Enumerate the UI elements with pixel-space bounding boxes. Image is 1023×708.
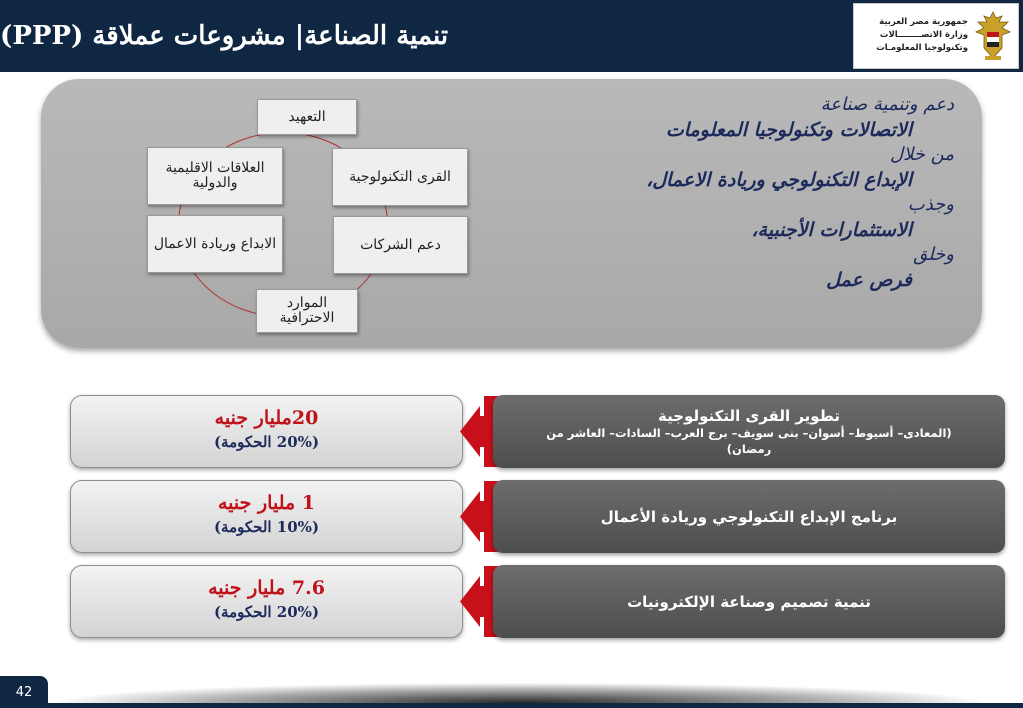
investment-amount: 1 مليار جنيه [217, 492, 316, 514]
mission-statement [484, 93, 954, 293]
page-title: تنمية الصناعة| مشروعات عملاقة (PPP) [0, 21, 449, 51]
cycle-node-company-support: دعم الشركات [333, 216, 468, 274]
investment-amount: 7.6 مليار جنيه [208, 577, 325, 599]
page-number: 42 [0, 676, 48, 708]
cycle-node-innovation: الابداع وريادة الاعمال [147, 215, 283, 273]
government-share: (10% الحكومة) [213, 518, 320, 536]
project-box [493, 565, 1005, 638]
eagle-emblem-icon [972, 8, 1014, 64]
mission-line: من خلال [889, 144, 954, 165]
project-box [493, 395, 1005, 468]
ministry-line: وتكنولوجيا المعلومـات [876, 43, 968, 53]
header-bar [0, 0, 1023, 72]
cycle-node-professional-resources: الموارد الاحترافية [256, 289, 358, 333]
ministry-line: وزارة الاتصــــــــالات [879, 30, 968, 40]
project-title: تنمية تصميم وصناعة الإلكترونيات [627, 592, 871, 611]
investment-box [70, 565, 463, 638]
footer-shadow [60, 683, 980, 703]
investment-box [70, 395, 463, 468]
footer-line [0, 703, 1023, 708]
government-share: (20% الحكومة) [213, 433, 320, 451]
cycle-node-tech-villages: القرى التكنولوجية [332, 148, 468, 206]
project-title: برنامج الإبداع التكنولوجي وريادة الأعمال [600, 507, 898, 526]
investment-box [70, 480, 463, 553]
mission-line: الاستثمارات الأجنبية، [751, 219, 912, 241]
cycle-node-international-relations: العلاقات الاقليمية والدولية [147, 147, 283, 205]
investment-amount: 20مليار جنيه [214, 407, 319, 429]
mission-line: وخلق [913, 244, 954, 265]
government-share: (20% الحكومة) [213, 603, 320, 621]
mission-line: الاتصالات وتكنولوجيا المعلومات [665, 119, 912, 141]
cycle-node-outsourcing: التعهيد [257, 99, 357, 135]
mission-line: دعم وتنمية صناعة [820, 94, 954, 115]
mission-line: وجذب [907, 194, 954, 215]
project-subtitle: (المعادى– أسيوط– أسوان– بنى سويف– برج العرب– السادات– العاشر من رمضان) [546, 425, 952, 456]
mission-line: الإبداع التكنولوجي وريادة الاعمال، [646, 169, 912, 191]
ministry-name [856, 16, 968, 55]
mission-line: فرص عمل [826, 269, 912, 291]
ministry-line: جمهورية مصر العربية [879, 17, 968, 27]
project-box [493, 480, 1005, 553]
project-title: تطوير القرى التكنولوجية [658, 406, 840, 425]
ministry-logo-box [853, 3, 1019, 69]
